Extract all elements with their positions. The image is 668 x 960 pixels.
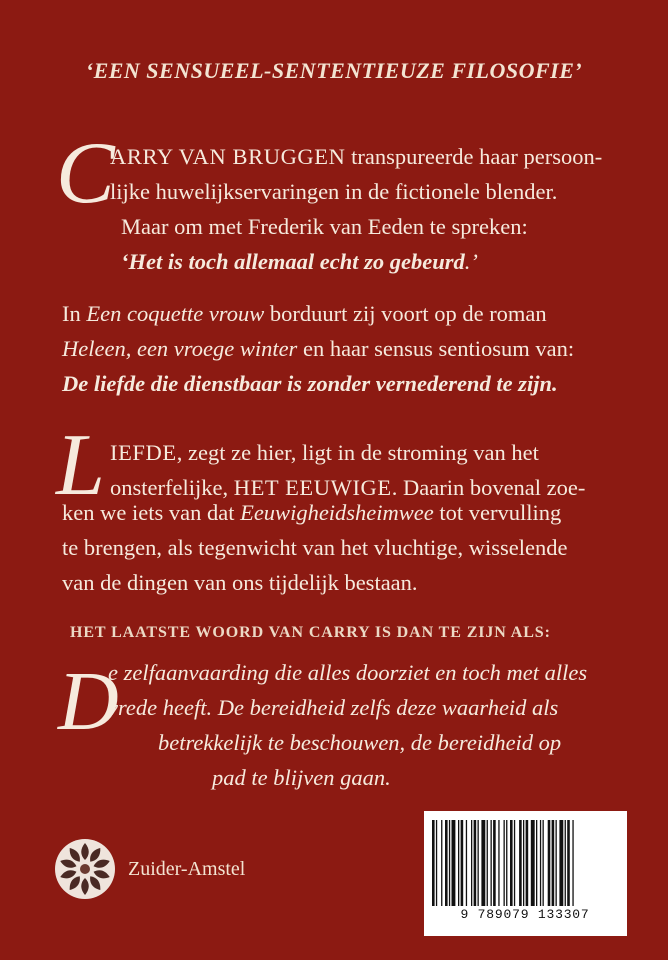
barcode-bar [506,820,507,906]
barcode-bar [441,820,442,906]
barcode-bar [487,820,488,906]
barcode-bar [466,820,467,906]
barcode-bar [461,820,464,906]
barcode-bar [519,820,522,906]
barcode-bar [565,820,566,906]
barcode-bars [432,820,619,908]
barcode-bar [452,820,456,906]
paragraph-coquette: In Een coquette vrouw borduurt zij voort op de roman Heleen, een vroege winter en haar sensus sentiosum van: De liefde die dienstbaar is zonder vernederend te zijn. [62,296,574,401]
dropcap-d: D [58,655,119,748]
barcode-bar [449,820,450,906]
barcode-bar [559,820,563,906]
quote-van-eeden: ‘Het is toch allemaal echt zo gebeurd [121,249,465,274]
barcode-bar [567,820,570,906]
barcode-bar [445,820,448,906]
barcode-bar [510,820,513,906]
barcode-bar [432,820,435,906]
barcode-bar [478,820,479,906]
quote-liefde: De liefde die dienstbaar is zonder vernederend te zijn. [62,371,558,396]
barcode-bar [540,820,541,906]
text-line: lijke huwelijkservaringen in de fictionele blender. [110,179,558,204]
barcode-bar [491,820,492,906]
publisher-logo [54,838,116,900]
barcode-bar [504,820,505,906]
text-line: Maar om met Frederik van Eeden te spreken: [121,214,528,239]
barcode-bar [572,820,573,906]
barcode-bar [493,820,496,906]
barcode-bar [474,820,477,906]
back-cover-heading: ‘EEN SENSUEEL-SENTENTIEUZE FILOSOFIE’ [85,58,583,83]
barcode-bar [556,820,557,906]
barcode-bar [543,820,544,906]
barcode-bar [526,820,529,906]
barcode-bar [523,820,524,906]
isbn-number: 9 789079 133307 [460,907,590,922]
barcode-bar [531,820,535,906]
barcode-bar [458,820,459,906]
barcode-bar [552,820,555,906]
barcode-bar [536,820,537,906]
author-name: ARRY VAN BRUGGEN [110,144,346,169]
barcode-bar [436,820,437,906]
book-title-heleen: Heleen, een vroege winter [62,336,298,361]
publisher-name: Zuider-Amstel [128,858,246,880]
dropcap-c: C [56,125,115,222]
dropcap-l: L [56,417,105,514]
barcode-bar [481,820,485,906]
barcode [424,811,627,936]
book-title-coquette: Een coquette vrouw [86,301,265,326]
barcode-bar [514,820,515,906]
barcode-bar [548,820,551,906]
barcode-bar [498,820,499,906]
closing-heading: HET LAATSTE WOORD VAN CARRY IS DAN TE ZIJN ALS: [70,624,551,641]
barcode-bar [471,820,472,906]
